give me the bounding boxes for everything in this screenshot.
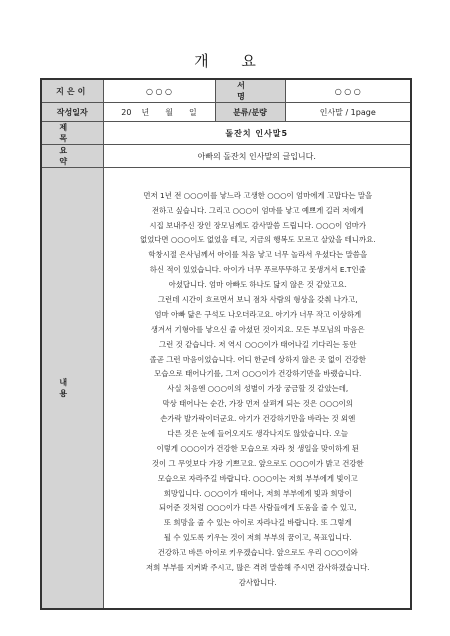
content-line: 저희 부부를 지켜봐 주시고, 많은 격려 말씀해 주시면 감사하겠습니다. <box>146 562 370 572</box>
title-label: 제 목 <box>41 122 103 145</box>
content-cell[interactable] <box>103 168 411 609</box>
content-row <box>41 168 411 609</box>
date-day-unit: 일 <box>188 107 197 117</box>
content-line: 희망입니다. ○○○이가 태어나, 저희 부부에게 빛과 희망이 <box>163 488 352 498</box>
date-month-unit: 월 <box>165 107 173 117</box>
summary-value[interactable]: 아빠의 돌잔치 인사말의 글입니다. <box>103 145 411 168</box>
content-line: 감사합니다. <box>238 577 277 587</box>
title-row <box>41 122 411 145</box>
content-line: 손가락 발가락이더군요. 아기가 건강하기만을 바라는 것 외엔 <box>160 414 356 424</box>
content-line: 될 수 있도록 키우는 것이 저희 부부의 꿈이고, 목표입니다. <box>163 533 352 543</box>
content-line: 다른 것은 눈에 들어오지도 생각나지도 않았습니다. 오늘 <box>167 428 349 438</box>
content-line: 전하고 싶습니다. 그리고 ○○○이 엄마를 낳고 예쁘게 길러 저에게 <box>151 205 364 215</box>
author-value[interactable]: ○ ○ ○ <box>103 79 215 103</box>
category-label: 분류/분량 <box>215 103 285 122</box>
content-line: 시집 보내주신 장인 장모님께도 감사말씀 드립니다. ○○○이 엄마가 <box>149 220 367 230</box>
content-line: 그런 것 같습니다. 저 역시 ○○○이가 태어나길 기다리는 동안 <box>158 339 357 349</box>
summary-row <box>41 145 411 168</box>
content-line: 모습으로 자라주길 바랍니다. ○○○이는 저희 부부에게 빛이고 <box>157 473 358 483</box>
title-value[interactable]: 돌잔치 인사말5 <box>103 122 411 145</box>
date-row <box>41 103 411 122</box>
date-year: 20 <box>121 107 132 117</box>
content-line: 아셨답니다. 엄마 아빠도 하나도 닮지 않은 것 같았고요. <box>168 280 347 290</box>
writer-value[interactable]: ○ ○ ○ <box>285 79 411 103</box>
content-line: 없었다면 ○○○이도 없었을 테고, 지금의 행복도 모르고 살았을 테니까요. <box>139 235 376 245</box>
author-label: 지은이 <box>41 79 103 103</box>
summary-form-table <box>40 78 412 610</box>
content-line: 건강하고 바른 아이로 키우겠습니다. 앞으로도 우리 ○○○이와 <box>157 548 358 558</box>
writer-label: 서 명 <box>215 79 285 103</box>
content-line: 생겨서 기형아를 낳으신 줄 아셨던 것이지요. 모든 부모님의 마음은 <box>150 324 365 334</box>
content-line: 되어준 것처럼 ○○○이가 다른 사람들에게 도움을 줄 수 있고, <box>158 503 357 513</box>
author-row <box>41 79 411 103</box>
content-line: 먼저 1년 전 ○○○이를 낳느라 고생한 ○○○이 엄마에게 고맙다는 말을 <box>143 190 373 200</box>
category-value[interactable]: 인사말 / 1page <box>285 103 411 122</box>
document-title: 개 요 <box>194 52 270 70</box>
date-value[interactable] <box>103 103 215 122</box>
date-year-unit: 년 <box>141 107 150 117</box>
content-label: 내 용 <box>41 168 103 609</box>
content-line: 막상 태어나는 순간, 가장 먼저 살펴게 되는 것은 ○○○이의 <box>162 399 353 409</box>
content-line: 엄마 아빠 닮은 구석도 나오더라고요. 아기가 너무 작고 이상하게 <box>154 309 362 319</box>
content-body <box>108 185 407 591</box>
date-label: 작성일자 <box>41 103 103 122</box>
content-line: 것이 그 무엇보다 가장 기쁘고요. 앞으로도 ○○○이가 밝고 건강한 <box>151 458 364 468</box>
content-line: 모습으로 태어나기를, 그저 ○○○이가 건강하기만을 바랬습니다. <box>154 369 362 379</box>
content-line: 하신 적이 있었습니다. 아이가 너무 푸르뚜뚜하고 못생겨서 E.T인줄 <box>149 265 366 275</box>
content-line: 이렇게 ○○○이가 건강한 모습으로 자라 첫 생일을 맞이하게 된 <box>156 443 359 453</box>
content-line: 졸곧 그런 마음이었습니다. 어디 한군데 상하지 않은 곳 없이 건강한 <box>149 354 366 364</box>
summary-label: 요 약 <box>41 145 103 168</box>
content-line: 사실 처음엔 ○○○이의 성별이 가장 궁금할 것 같았는데, <box>167 384 349 394</box>
content-line: 그런데 시간이 흐르면서 보니 점차 사람의 형상을 갖춰 나가고, <box>157 294 358 304</box>
content-line: 또 희망을 줄 수 있는 아이로 자라나길 바랍니다. 또 그렇게 <box>163 518 352 528</box>
content-line: 학창시절 은사님께서 아이를 처음 낳고 너무 놀라서 우셨다는 말씀을 <box>148 250 368 260</box>
